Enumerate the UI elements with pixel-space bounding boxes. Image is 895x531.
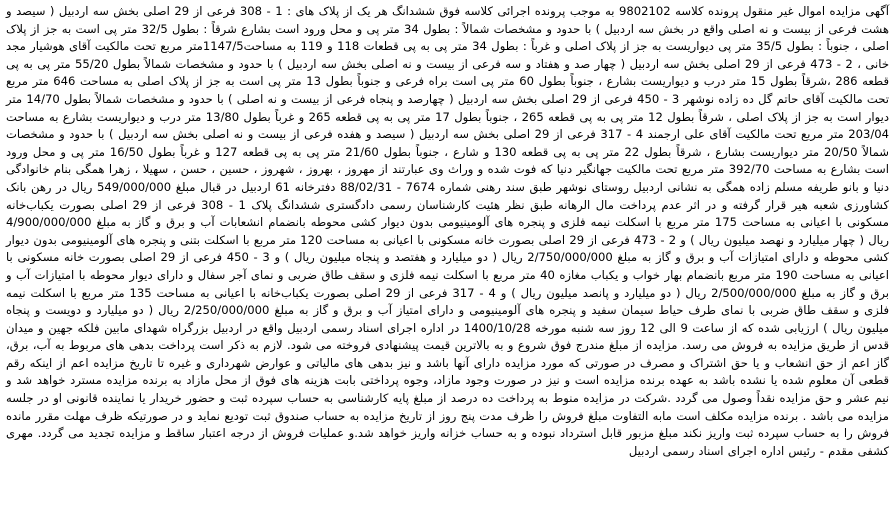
auction-notice-text: آگهی مزایده اموال غیر منقول پرونده کلاسه 9802102 به موجب پرونده اجرائی کلاسه فوق ششدانگ هر یک از پلاک های : 1 - 308 فرعی از 29 اصلی بخش سه اردبیل ( سیصد و هشت فرعی از بیست و نه اصلی واقع در بخش سه اردبیل ) با حدود و مشخصات شمالاً : بطول 34 متر پی و محل ورود است بشارع شرقاً : بطول 32/5 متر پی است به جز از پلاک اصلی ، جنوباً : بطول 35/5 متر پی دیواریست به جز از پلاک اصلی و غرباً : بطول 34 متر پی به پی قطعات 118 و 119 به مساحت1147/5متر مربع تحت مالکیت آقای هوشیار مجد خانی ، 2 - 473 فرعی از 29 اصلی بخش سه اردبیل ( چهار صد و هفتاد و سه فرعی از بیست و نه اصلی بخش سه اردبیل ) با حدود و مشخصات شمالاً بطول 55/20 متر پی به پی قطعه 286 ،شرقاً بطول 15 متر درب و دیواریست بشارع ، جنوباً بطول 60 متر پی است براه فرعی و جنوباً بطول 13 متر پی است به جز از پلاک اصلی به مساحت 646 متر مربع تحت مالکیت آقای حاتم گل ده زاده نوشهر 3 - 450 فرعی از 29 اصلی بخش سه اردبیل ( چهارصد و پنجاه فرعی از بیست و نه اصلی ) با حدود و مشخصات شمالاً بطول 14/70 متر دیوار است به جز از پلاک اصلی ، شرقاً بطول 12 متر پی به پی قطعه 265 ، جنوباً بطول 17 متر پی به پی قطعه 265 و غرباً بطول 13/80 متر درب و دیواریست بشارع به مساحت 203/04 متر مربع تحت مالکیت آقای علی ارجمند 4 - 317 فرعی از 29 اصلی بخش سه اردبیل ( سیصد و هفده فرعی از بیست و نه اصلی بخش سه اردبیل ) با حدود و مشخصات شمالاً 20/50 متر دیواریست بشارع ، شرقاً بطول 22 متر پی به پی قطعه 130 و شارع ، جنوباً بطول 21/60 متر پی به پی قطعه 127 و غرباً بطول 16/50 متر پی و محل ورود است بشارع به مساحت 392/70 متر مربع تحت مالکیت جهانگیر دنیا که فوت شده و وراث وی عبارتند از مهروز ، بهروز ، شهروز ، حسین ، حسن ، سهیلا ، زهرا همگی بنام خانوادگی دنیا و بانو طریفه مسلم زاده همگی به نشانی اردبیل روستای نوشهر طبق سند رهنی شماره 7674 - 88/02/31 دفترخانه 61 اردبیل در قبال مبلغ 549/000/000 ریال در رهن بانک کشاورزی شعبه هیر قرار گرفته و در اثر عدم پرداخت مال الرهانه طبق نظر هئیت کارشناسان رسمی دادگستری ششدانگ پلاک 1 - 308 فرعی از 29 اصلی بصورت یکباب‌خانه مسکونی با اعیانی به مساحت 175 متر مربع با اسکلت نیمه فلزی و پنجره های آلومینیومی بدون دیوار کشی محوطه بانضمام انشعابات آب و برق و گاز به مبلغ 4/900/000/000 ریال ( چهار میلیارد و نهصد میلیون ریال ) و 2 - 473 فرعی از 29 اصلی بصورت خانه مسکونی با اعیانی به مساحت 120 متر مربع با اسکلت بتنی و پنجره های آلومینیومی بدون دیوار کشی محوطه و دارای امتیازات آب و برق و گاز به مبلغ 2/750/000/000 ریال ( دو میلیارد و هفتصد و پنجاه میلیون ریال ) و 3 - 450 فرعی از 29 اصلی بصورت خانه مسکونی با اعیانی به مساحت 190 متر مربع بانضمام بهار خواب و یکباب مغازه 40 متر مربع با اسکلت نیمه فلزی و سقف طاق ضربی و نمای آجر سفال و دارای دیوار محوطه با امتیازات آب و برق و گاز به مبلغ 2/500/000/000 ریال ( دو میلیارد و پانصد میلیون ریال ) و 4 - 317 فرعی از 29 اصلی بصورت یکباب‌خانه با اعیانی به مساحت 135 متر مربع با اسکلت نیمه فلزی و سقف طاق ضربی با نمای طرف حیاط سیمان سفید و پنجره های آلومینیومی و دارای امتیاز آب و برق و گاز به مبلغ 2/250/000/000 ریال ( دو میلیارد و دویست و پنجاه میلیون ریال ) ارزیابی شده که از ساعت 9 الی 12 روز سه شنبه مورخه 1400/10/28 در اداره اجرای اسناد رسمی اردبیل واقع در اردبیل بزرگراه شهدای مابین فلکه جهین و میدان قدس از طریق مزایده به فروش می رسد. مزایده از مبلغ مندرج فوق شروع و به بالاترین قیمت پیشنهادی فروخته می شود. لازم به ذکر است پرداخت بدهی های مربوط به آب، برق، گاز اعم از حق انشعاب و یا حق اشتراک و مصرف در صورتی که مورد مزایده دارای آنها باشد و نیز بدهی های مالیاتی و عوارض شهرداری و غیره تا تاریخ مزایده اعم از اینکه رقم قطعی آن معلوم شده یا نشده باشد به عهده برنده مزایده است و نیز در صورت وجود مازاد، وجوه پرداختی بابت هزینه های فوق از محل مازاد به برنده مزایده مسترد خواهد شد و نیم عشر و حق مزایده نقداً وصول می گردد .شرکت در مزایده منوط به پرداخت ده درصد از مبلغ پایه کارشناسی به حساب سپرده ثبت و حضور خریدار یا نماینده قانونی او در جلسه مزایده می باشد . برنده مزایده مکلف است مابه التفاوت مبلغ فروش را ظرف مدت پنج روز از تاریخ مزایده به حساب صندوق ثبت تودیع نماید و در صورتیکه ظرف مهلت مقرر مانده فروش را به حساب سپرده ثبت واریز نکند مبلغ مزبور قابل استرداد نبوده و به حساب خزانه واریز خواهد شد.و عملیات فروش از درجه اعتبار ساقط و مزایده تجدید می گردد. مهری کشفی مقدم - رئیس اداره اجرای اسناد رسمی اردبیل [5,4,890,458]
